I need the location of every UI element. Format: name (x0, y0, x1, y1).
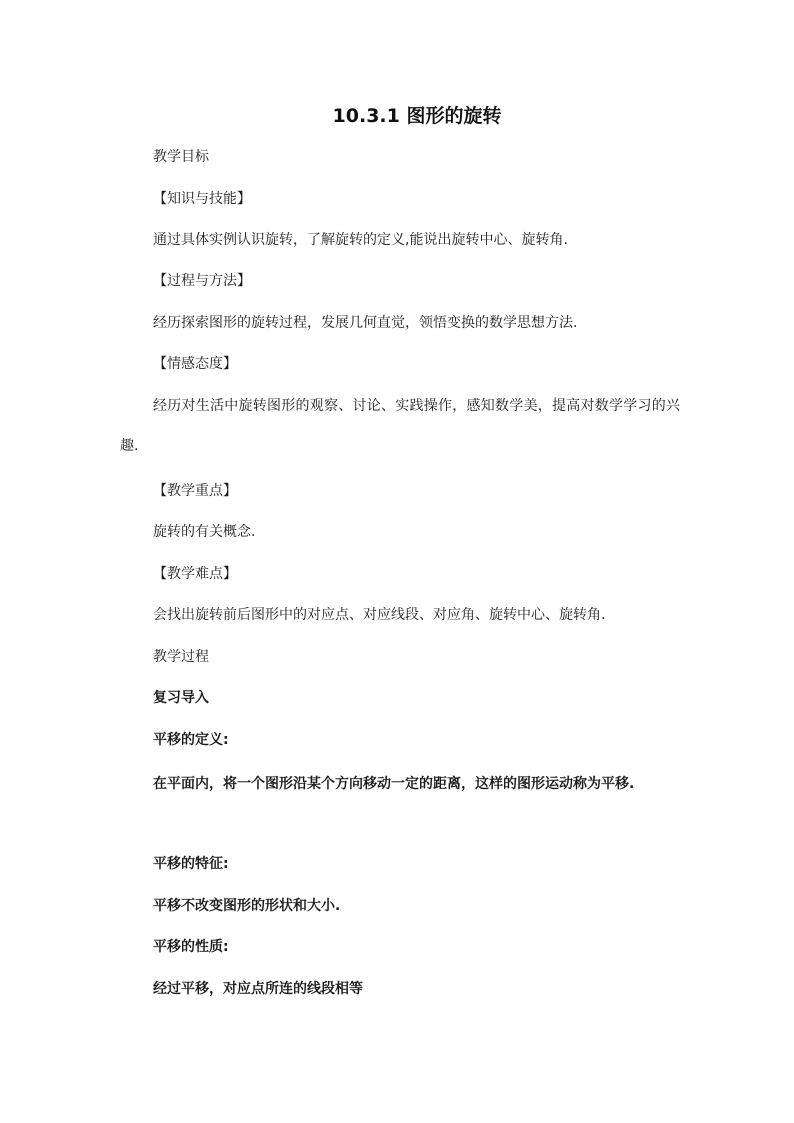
emotion-attitude-text: 经历对生活中旋转图形的观察、讨论、实践操作，感知数学美，提高对数学学习的兴趣. (120, 398, 680, 454)
knowledge-skills-text: 通过具体实例认识旋转，了解旋转的定义,能说出旋转中心、旋转角. (153, 232, 568, 248)
translation-definition-label: 平移的定义: (153, 732, 229, 748)
translation-property-label: 平移的性质: (153, 939, 229, 955)
emotion-attitude-label: 【情感态度】 (153, 356, 237, 372)
translation-property-text: 经过平移，对应点所连的线段相等 (153, 981, 363, 997)
translation-feature-label: 平移的特征: (153, 856, 229, 872)
knowledge-skills-label: 【知识与技能】 (153, 191, 251, 207)
teaching-goals-heading: 教学目标 (153, 149, 209, 165)
document-title: 10.3.1 图形的旋转 (332, 105, 502, 127)
key-point-text: 旋转的有关概念. (153, 524, 256, 540)
process-methods-text: 经历探索图形的旋转过程，发展几何直觉，领悟变换的数学思想方法. (153, 315, 578, 331)
difficulty-text: 会找出旋转前后图形中的对应点、对应线段、对应角、旋转中心、旋转角. (153, 607, 606, 623)
teaching-process-heading: 教学过程 (153, 649, 209, 665)
key-point-label: 【教学重点】 (153, 483, 237, 499)
review-heading: 复习导入 (153, 690, 209, 706)
difficulty-label: 【教学难点】 (153, 566, 237, 582)
translation-definition-text: 在平面内，将一个图形沿某个方向移动一定的距离，这样的图形运动称为平移. (153, 776, 635, 792)
process-methods-label: 【过程与方法】 (153, 273, 251, 289)
translation-feature-text: 平移不改变图形的形状和大小. (153, 898, 341, 914)
